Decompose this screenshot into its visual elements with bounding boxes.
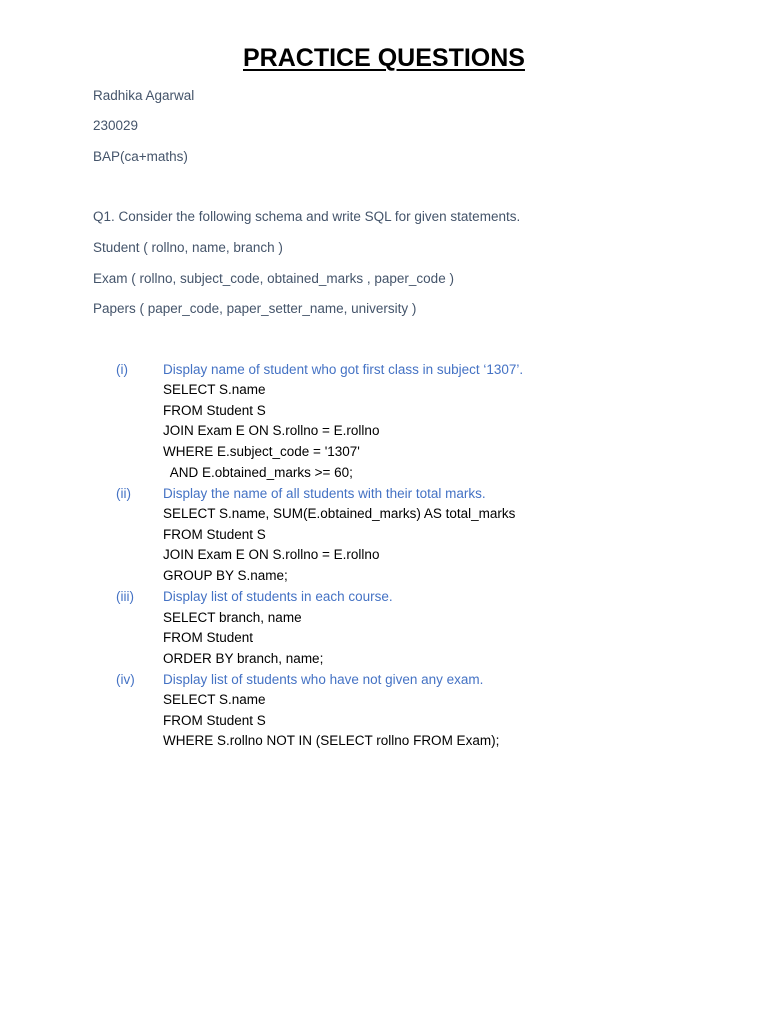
- sql-line: JOIN Exam E ON S.rollno = E.rollno: [163, 423, 380, 438]
- sql-line: AND E.obtained_marks >= 60;: [163, 465, 353, 480]
- schema-student: Student ( rollno, name, branch ): [93, 240, 283, 255]
- question-number: (i): [116, 362, 128, 377]
- author-roll: 230029: [93, 118, 139, 133]
- page-title: [0, 44, 768, 73]
- sql-line: FROM Student S: [163, 403, 266, 418]
- sql-line: GROUP BY S.name;: [163, 568, 288, 583]
- question-intro: Q1. Consider the following schema and write SQL for given statements.: [93, 209, 521, 224]
- author-course: BAP(ca+maths): [93, 149, 188, 164]
- sql-line: JOIN Exam E ON S.rollno = E.rollno: [163, 547, 380, 562]
- sql-line: SELECT branch, name: [163, 610, 302, 625]
- sql-line: FROM Student S: [163, 713, 266, 728]
- page-title-text: PRACTICE QUESTIONS: [243, 44, 525, 72]
- sql-line: SELECT S.name: [163, 692, 266, 707]
- sql-line: SELECT S.name, SUM(E.obtained_marks) AS total_marks: [163, 506, 516, 521]
- question-text: Display name of student who got first class in subject ‘1307’.: [163, 362, 524, 377]
- question-number: (ii): [116, 486, 131, 501]
- schema-exam: Exam ( rollno, subject_code, obtained_marks , paper_code ): [93, 271, 454, 286]
- sql-line: WHERE E.subject_code = '1307': [163, 444, 360, 459]
- sql-line: WHERE S.rollno NOT IN (SELECT rollno FROM Exam);: [163, 733, 500, 748]
- author-name: Radhika Agarwal: [93, 88, 195, 103]
- sql-line: ORDER BY branch, name;: [163, 651, 324, 666]
- question-text: Display the name of all students with their total marks.: [163, 486, 486, 501]
- question-number: (iv): [116, 672, 135, 687]
- sql-line: SELECT S.name: [163, 382, 266, 397]
- schema-papers: Papers ( paper_code, paper_setter_name, university ): [93, 301, 417, 316]
- question-number: (iii): [116, 589, 134, 604]
- sql-line: FROM Student S: [163, 527, 266, 542]
- question-text: Display list of students who have not given any exam.: [163, 672, 484, 687]
- question-text: Display list of students in each course.: [163, 589, 393, 604]
- sql-line: FROM Student: [163, 630, 254, 645]
